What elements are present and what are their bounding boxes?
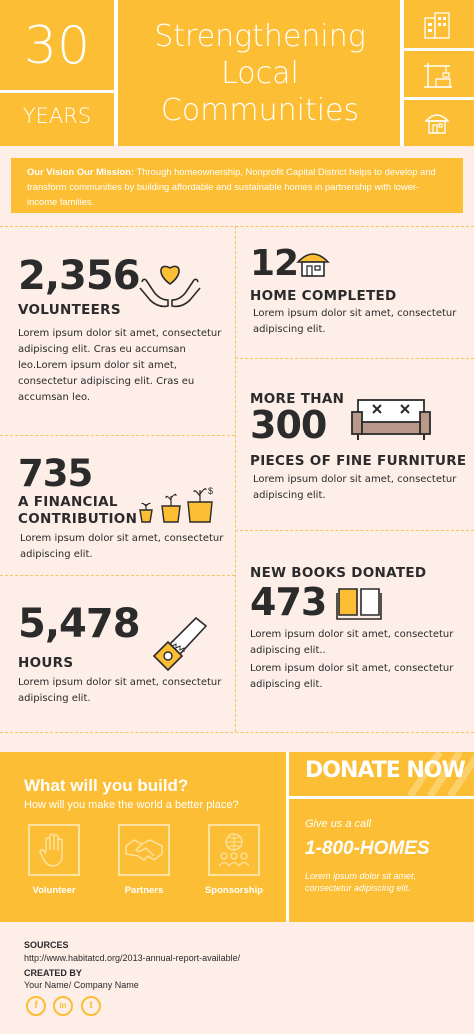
open-book-icon <box>335 585 383 621</box>
divider <box>0 732 474 733</box>
title-line: Local <box>221 56 299 91</box>
books-label: NEW BOOKS DONATED <box>250 565 427 581</box>
sponsorship-label: Sponsorship <box>204 885 264 896</box>
financial-text: Lorem ipsum dolor sit amet, consectetur adipiscing elit. <box>20 533 224 560</box>
divider <box>114 0 118 146</box>
books-text: Lorem ipsum dolor sit amet, consectetur adipiscing elit.. <box>250 629 454 656</box>
donate-now-button[interactable]: DONATE NOW <box>305 758 465 783</box>
dollar-sign: $ <box>208 486 214 496</box>
vision-mission-box <box>11 158 463 213</box>
created-by-label: CREATED BY <box>24 968 82 978</box>
sources-link[interactable]: http://www.habitatcd.org/2013-annual-report-available/ <box>24 953 241 963</box>
hours-text: Lorem ipsum dolor sit amet, consectetur adipiscing elit. <box>18 677 222 704</box>
cta-subtitle: How will you make the world a better place? <box>24 799 239 811</box>
volunteer-label: Volunteer <box>32 885 76 896</box>
divider <box>235 226 236 732</box>
divider <box>0 226 474 227</box>
created-by-value: Your Name/ Company Name <box>24 980 139 990</box>
divider <box>235 358 474 359</box>
saw-icon <box>150 616 208 672</box>
handshake-icon <box>120 826 168 874</box>
divider <box>289 796 474 799</box>
hours-number: 5,478 <box>18 601 140 647</box>
books-number: 473 <box>250 580 327 624</box>
twitter-icon[interactable]: t <box>81 996 101 1016</box>
volunteers-text: Lorem ipsum dolor sit amet, consectetur adipiscing elit. Cras eu accumsan leo.Lorem ipsum dolor sit amet, consectetur adipiscing elit. Cras eu accumsan leo. <box>18 328 222 403</box>
phone-number[interactable]: 1-800-HOMES <box>305 838 430 859</box>
books-text: Lorem ipsum dolor sit amet, consectetur adipiscing elit. <box>250 663 454 690</box>
years-number: 30 <box>23 16 91 76</box>
financial-number: 735 <box>18 452 93 495</box>
volunteers-label: VOLUNTEERS <box>18 302 121 318</box>
divider <box>404 48 474 51</box>
linkedin-icon[interactable]: in <box>53 996 73 1016</box>
sofa-icon <box>350 396 432 442</box>
donate-text: Lorem ipsum dolor sit amet, consectetur adipiscing elit. <box>305 871 417 893</box>
people-globe-icon <box>210 826 258 874</box>
divider <box>400 0 404 146</box>
partners-label: Partners <box>124 885 164 896</box>
vision-text: Through homeownership, Nonprofit Capital District helps to develop and transform communities by building affordable and sustainable homes in partnership with lower-income families. <box>27 166 436 207</box>
years-label: YEARS <box>22 104 92 128</box>
page-title <box>120 18 400 129</box>
volunteers-number: 2,356 <box>18 253 140 299</box>
furniture-number: 300 <box>250 403 327 447</box>
financial-label: CONTRIBUTION <box>18 511 138 527</box>
furniture-label: PIECES OF FINE FURNITURE <box>250 453 467 469</box>
header-banner <box>0 0 474 146</box>
homes-label: HOME COMPLETED <box>250 288 397 304</box>
volunteer-button[interactable] <box>28 824 80 876</box>
growing-plants-icon <box>138 484 216 526</box>
divider <box>235 530 474 531</box>
divider <box>0 435 235 436</box>
homes-number: 12 <box>250 243 299 284</box>
divider <box>286 752 289 922</box>
financial-label: A FINANCIAL <box>18 494 118 510</box>
title-line: Communities <box>160 93 360 128</box>
crane-icon <box>422 59 454 91</box>
cta-title: What will you build? <box>24 776 189 795</box>
hours-label: HOURS <box>18 655 74 671</box>
facebook-icon[interactable]: f <box>26 996 46 1016</box>
furniture-pre-label: MORE THAN <box>250 391 345 407</box>
sources-label: SOURCES <box>24 940 69 950</box>
title-line: Strengthening <box>154 19 366 54</box>
homes-text: Lorem ipsum dolor sit amet, consectetur adipiscing elit. <box>253 308 457 335</box>
vision-lead: Our Vision Our Mission: <box>27 166 135 177</box>
divider <box>0 90 114 93</box>
building-icon <box>422 10 452 40</box>
divider <box>404 97 474 100</box>
cta-section <box>0 752 474 922</box>
give-call-label: Give us a call <box>305 818 372 830</box>
sponsorship-button[interactable] <box>208 824 260 876</box>
partners-button[interactable] <box>118 824 170 876</box>
heart-hands-icon <box>136 258 204 312</box>
furniture-text: Lorem ipsum dolor sit amet, consectetur adipiscing elit. <box>253 474 457 501</box>
divider <box>0 575 235 576</box>
raised-hand-icon <box>30 826 78 874</box>
house-icon <box>422 107 452 137</box>
house-icon <box>296 248 330 278</box>
